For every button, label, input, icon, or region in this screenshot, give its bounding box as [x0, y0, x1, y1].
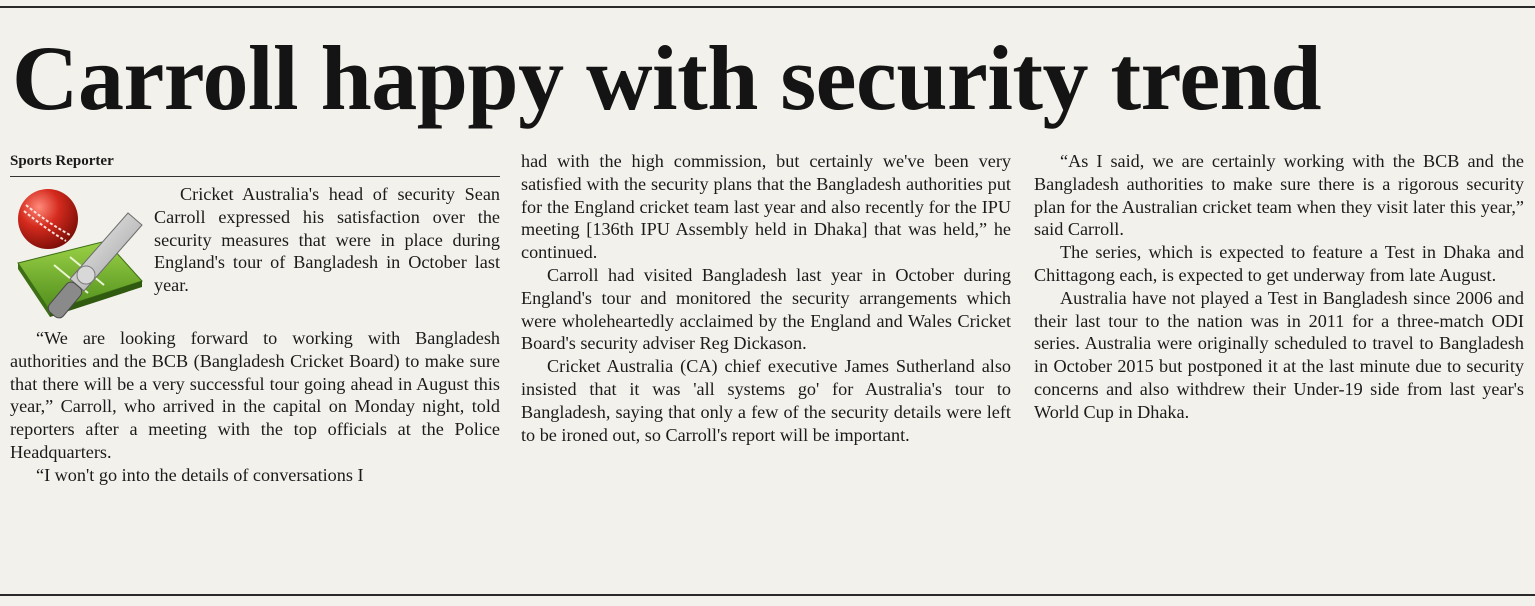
column-3	[1034, 150, 1524, 424]
column-2	[521, 150, 1011, 446]
paragraph: Carroll had visited Bangladesh last year in October during England's tour and monitored the security arrangements which were wholeheartedly acclaimed by the England and Wales Cricket Board's security adviser Reg Dickason.	[521, 264, 1011, 354]
top-rule	[0, 6, 1535, 8]
intro-block	[10, 183, 500, 323]
paragraph: “I won't go into the details of conversations I	[36, 464, 364, 485]
paragraph: “As I said, we are certainly working with the BCB and the Bangladesh authorities to make sure there is a rigorous security plan for the Australian cricket team when they visit later this year,” said Carroll.	[1034, 151, 1524, 240]
byline: Sports Reporter	[10, 152, 500, 177]
paragraph: had with the high commission, but certainly we've been very satisfied with the security plans that the Bangladesh authorities put for the England cricket team last year and also recently for the IPU meeting [136th IPU Assembly held in Dhaka] that was held,” he continued.	[521, 151, 1011, 263]
paragraph: Cricket Australia (CA) chief executive James Sutherland also insisted that it was 'all systems go' for Australia's tour to Bangladesh, saying that only a few of the security details were left to be ironed out, so Carroll's report will be important.	[521, 356, 1011, 445]
paragraph: “We are looking forward to working with Bangladesh authorities and the BCB (Bangladesh Cricket Board) to make sure that there will be a very successful tour going ahead in August this year,” Carroll, who arrived in the capital on Monday night, told reporters after a meeting with the top officials at the Police Headquarters.	[10, 328, 500, 462]
headline: Carroll happy with security trend	[12, 27, 1322, 129]
bottom-rule	[0, 594, 1535, 596]
paragraph: Australia have not played a Test in Bangladesh since 2006 and their last tour to the nation was in 2011 for a three-match ODI series. Australia were originally scheduled to travel to Bangladesh in October 2015 but postponed it at the last minute due to security concerns and also withdrew their Under-19 side from last year's World Cup in Dhaka.	[1034, 287, 1524, 422]
column-1	[10, 152, 500, 487]
intro-paragraph: Cricket Australia's head of security Sean Carroll expressed his satisfaction over the security measures that were in place during England's tour of Bangladesh in October last year.	[154, 184, 500, 296]
cricket-ball-and-bat-icon	[10, 183, 146, 323]
paragraph: The series, which is expected to feature a Test in Dhaka and Chittagong each, is expected to get underway from late August.	[1034, 242, 1524, 285]
